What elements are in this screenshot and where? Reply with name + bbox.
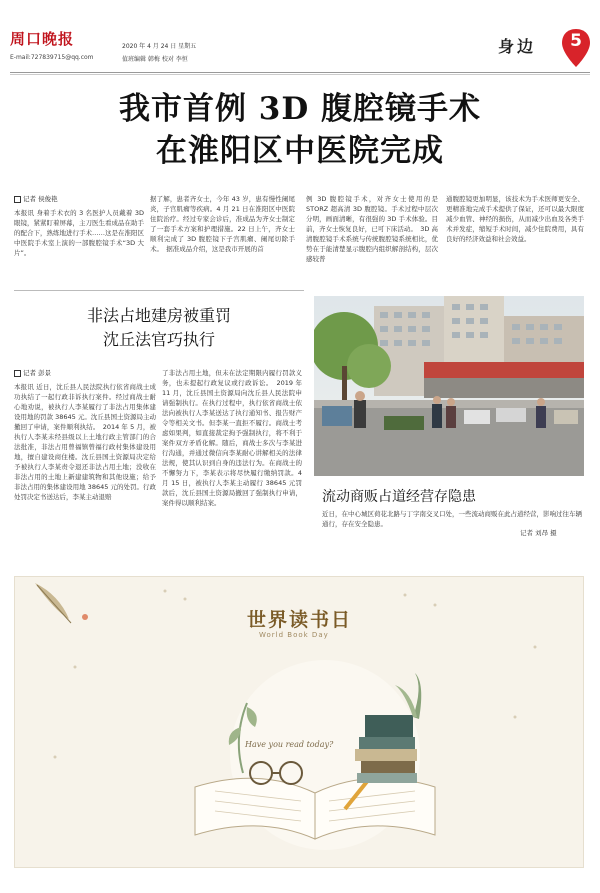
photo-story-title: 流动商贩占道经营存隐患 bbox=[322, 489, 476, 505]
page-number: 5 bbox=[570, 31, 582, 51]
newspaper-logo: 周口晚报 bbox=[10, 30, 75, 48]
masthead bbox=[10, 28, 590, 68]
court-headline-line1: 非法占地建房被重罚 bbox=[86, 306, 231, 325]
page-number-badge bbox=[561, 28, 591, 68]
masthead-divider-thin bbox=[10, 74, 590, 75]
lead-headline-line1: 我市首例 3D 腹腔镜手术 bbox=[118, 91, 482, 127]
book-day-subtitle: World Book Day bbox=[259, 631, 329, 639]
section-title: 身边 bbox=[498, 37, 537, 56]
lead-byline: 记者 侯俊艳 bbox=[14, 194, 144, 204]
court-article-col1 bbox=[14, 368, 156, 502]
court-body-col2: 了非法占用土地，但未在法定期限内履行罚款义务，也未提起行政复议或行政诉讼。 2019 年 11 月，沈丘县国土资源局向沈丘县人民法院申请强制执行。在执行过程中，执行依省商战士依法向被执行人李某送达了执行通知书、报告财产令等相关文书。但李某一直拒不履行。商战士考虑如果判，如直接裁定拘予强制执行，将不利于案件双方矛盾化解。随后，商战士多次与李某进行沟通，并通过微信向李某耐心讲解相关的法律法规，使其认识到自身的违法行为。在商战士的不懈努力下，李某表示将尽快履行缴纳罚款。4 月 15 日，被执行人李某主动履行 38645 元罚款后，沈丘县国土资源局撤回了强制执行申请，案件得以顺利结案。 bbox=[162, 369, 302, 507]
section-divider bbox=[14, 290, 304, 291]
lead-body-col2: 据了解，患者齐女士，今年 43 岁，患有慢性阑尾炎，子宫肌瘤等疾病。4 月 21 日在淮阳区中医院住院治疗。经过专家会诊后，准成品为齐女士制定了一套手术方案和护理措施。22 日上午，齐女士顺利完成了 3D 腹腔镜下子宫肌瘤、阑尾切除手术。 据准成品介绍，这是我市开展的首 bbox=[150, 195, 295, 253]
court-byline: 记者 彭景 bbox=[14, 368, 156, 378]
book-day-title: 世界读书日 bbox=[247, 609, 353, 631]
photo-story-body: 近日，在中心城区荷花北路与丁字南交叉口处，一些流动商贩在此占道经营，影响过往车辆通行，存在安全隐患。 bbox=[322, 510, 582, 528]
book-day-handwriting: Have you read today? bbox=[245, 740, 334, 749]
lead-article-col2 bbox=[150, 194, 295, 254]
lead-article-col4 bbox=[446, 194, 584, 244]
issue-date: 2020 年 4 月 24 日 星期五 bbox=[122, 43, 197, 50]
lead-headline bbox=[0, 88, 600, 172]
court-article-col2 bbox=[162, 368, 302, 508]
lead-headline-line2: 在淮阳区中医院完成 bbox=[156, 133, 444, 169]
street-vendor-photo bbox=[314, 296, 584, 476]
lead-body-col4: 通腹腔镜更加明显，该技术为手术医师更安全、更精准地完成手术提供了保证，还可以最大限度减少血管、神经的损伤，从而减少出血及各类手术并发症，缩短手术时间，减少住院费用，具有良好的经济效益和社会效益。 bbox=[446, 195, 584, 243]
lead-body-col3: 例 3D 腹腔镜手术，对齐女士使用的是 STORZ 超高清 3D 腹腔镜。手术过程中层次分明，画面清晰，有很强的 3D 手术体验。目前，齐女士恢复良好，已可下床活动。 3D 高清腹腔镜手术系统与传统腹腔镜系统相比，优势在于能清楚显示腹腔内组织解剖结构，层次感较普 bbox=[306, 195, 438, 263]
lead-article-col3 bbox=[306, 194, 438, 264]
masthead-divider bbox=[10, 72, 590, 73]
court-headline-line2: 沈丘法官巧执行 bbox=[102, 330, 215, 349]
lead-body-col1: 本报讯 身着手术衣的 3 名医护人员戴着 3D 眼镜，紧紧盯着屏幕，主刀医生看成品在助手的配合下，熟练地进行手术……这是在淮阳区中医院手术室上演的一部腹腔镜手术“3D 大片”。 bbox=[14, 209, 144, 257]
contact-email: E-mail:727839715@qq.com bbox=[10, 54, 94, 61]
lead-article-col1 bbox=[14, 194, 144, 258]
world-book-day-panel bbox=[14, 576, 584, 868]
court-body-col1: 本报讯 近日，沈丘县人民法院执行依省商战士成功执结了一起行政非诉执行案件。经过商战士耐心地劝说，被执行人李某履行了非法占用集体建设用地的罚款 38645 元。沈丘县国土资源局主动撤回了申请，案件顺利执结。 2014 年 5 月，被执行人李某未经县级以上土地行政主管部门的合法批准，非法占用曾福镇曾福行政村集体建设用地，擅自建设商住楼。沈丘县国土资源局决定给予被执行人李某责令退还非法占用土地；没收在非法占用的土地上新建建筑物和其他设施；给予非法占用的集体建设用地 38645 元的处罚。行政处罚决定书送达后，李某主动退赔 bbox=[14, 383, 156, 501]
court-headline bbox=[14, 304, 304, 352]
photo-credit: 记者 刘昂 摄 bbox=[520, 529, 557, 537]
staff-credits: 值班编辑 韩梅 校对 李恒 bbox=[122, 56, 188, 63]
